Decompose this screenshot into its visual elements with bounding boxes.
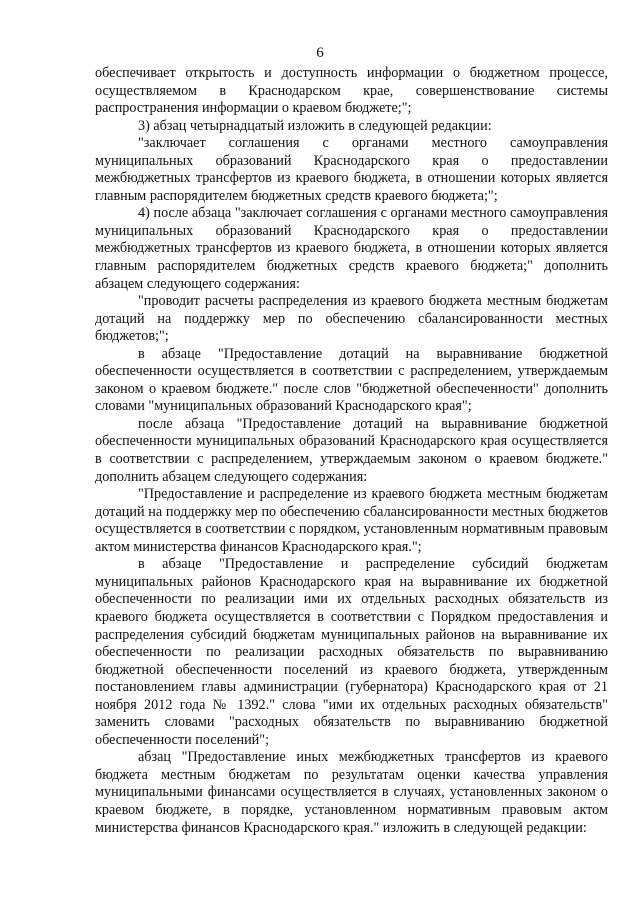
paragraph: в абзаце "Предоставление дотаций на выравнивание бюджетной обеспеченности осуществляется в соответствии с распределением, утверждаемым законом о краевом бюджете." после слов "бюджетной обеспеченности" дополнить словами "муниципальных образований Краснодарского края"; — [95, 345, 608, 415]
paragraph: после абзаца "Предоставление дотаций на выравнивание бюджетной обеспеченности муниципальных образований Краснодарского края осуществляется в соответствии с распределением, утверждаемым законом о краевом бюджете." дополнить абзацем следующего содержания: — [95, 415, 608, 485]
paragraph: "проводит расчеты распределения из краевого бюджета местным бюджетам дотаций на поддержку мер по обеспечению сбалансированности местных бюджетов;"; — [95, 293, 608, 345]
paragraph: абзац "Предоставление иных межбюджетных трансфертов из краевого бюджета местным бюджетам по результатам оценки качества управления муниципальными финансами осуществляется в случаях, установленных законом о краевом бюджете, в порядке, установленном нормативным правовым актом министерства финансов Краснодарского края." изложить в следующей редакции: — [95, 749, 608, 836]
paragraph: 3) абзац четырнадцатый изложить в следующей редакции: — [138, 117, 492, 134]
page-number: 6 — [316, 45, 324, 61]
document-body — [95, 65, 608, 837]
paragraph: "Предоставление и распределение из краевого бюджета местным бюджетам дотаций на поддержку мер по обеспечению сбалансированности местных бюджетов осуществляется в соответствии с порядком, установленным нормативным правовым актом министерства финансов Краснодарского края."; — [95, 486, 608, 555]
paragraph: 4) после абзаца "заключает соглашения с органами местного самоуправления муниципальных образований Краснодарского края о предоставлении межбюджетных трансфертов из краевого бюджета, в отношении которых является главным распорядителем бюджетных средств краевого бюджета;" дополнить абзацем следующего содержания: — [95, 205, 608, 292]
paragraph: обеспечивает открытость и доступность информации о бюджетном процессе, осуществляемом в Краснодарском крае, совершенствование системы распространения информации о краевом бюджете;"; — [95, 65, 608, 117]
paragraph: "заключает соглашения с органами местного самоуправления муниципальных образований Краснодарского края о предоставлении межбюджетных трансфертов из краевого бюджета, в отношении которых является главным распорядителем бюджетных средств краевого бюджета;"; — [95, 135, 608, 204]
paragraph: в абзаце "Предоставление и распределение субсидий бюджетам муниципальных районов Краснодарского края на выравнивание их бюджетной обеспеченности по реализации ими их отдельных расходных обязательств из краевого бюджета осуществляется в соответствии с Порядком предоставления и распределения субсидий бюджетам муниципальных районов на выравнивание их обеспеченности по реализации расходных обязательств по выравниванию бюджетной обеспеченности поселений из краевого бюджета, утвержденным постановлением главы администрации (губернатора) Краснодарского края от 21 ноября 2012 года № 1392." слова "ими их отдельных расходных обязательств" заменить словами "расходных обязательств по выравниванию бюджетной обеспеченности поселений"; — [95, 556, 608, 748]
